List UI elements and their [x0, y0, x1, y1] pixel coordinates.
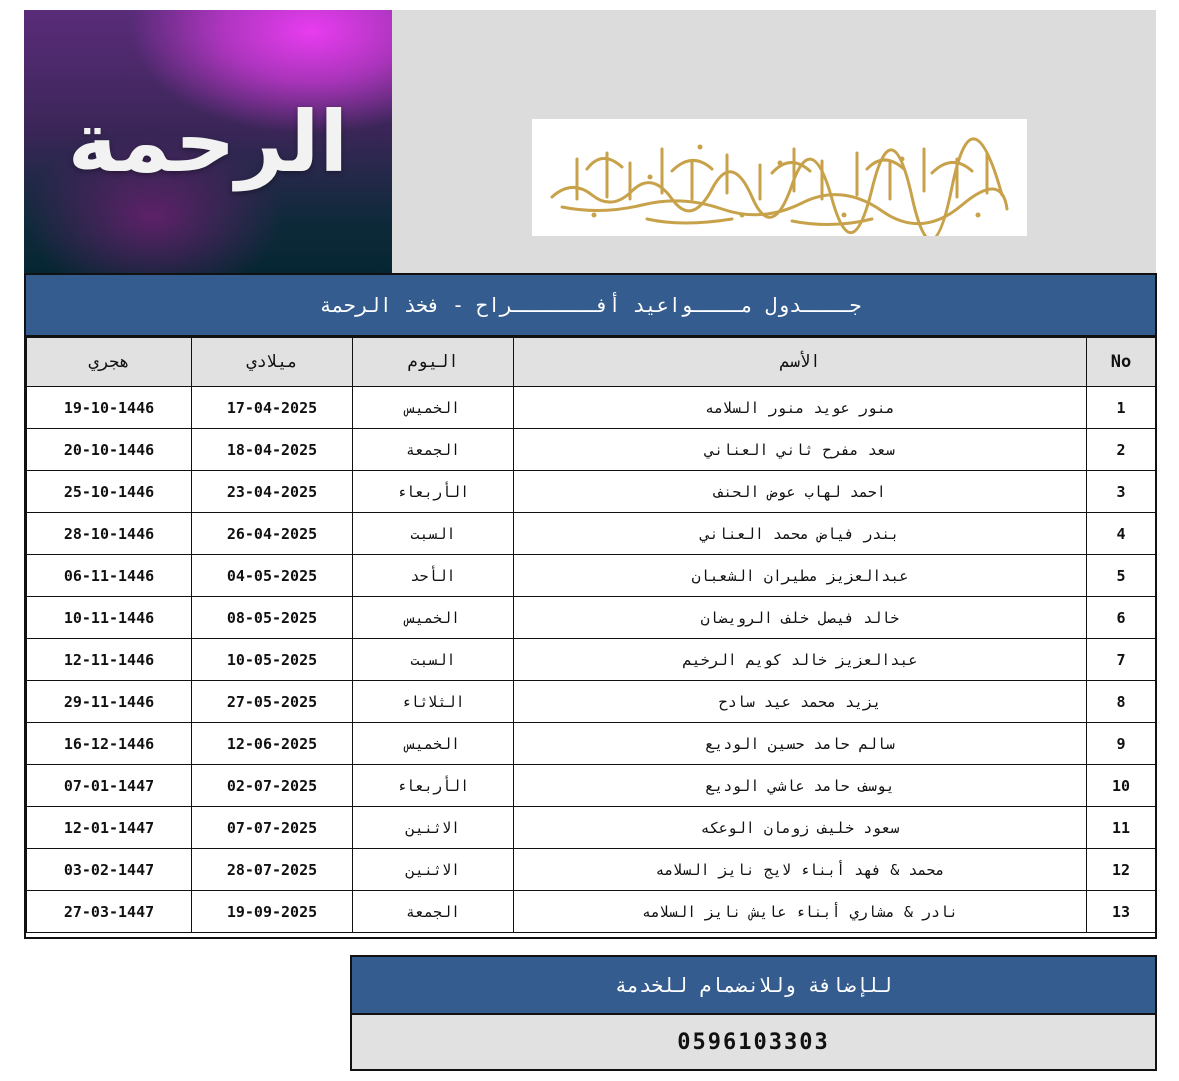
groom-name: يوسف حامد عاشي الوديع — [514, 765, 1087, 807]
row-number: 11 — [1087, 807, 1156, 849]
groom-name: نادر & مشاري أبناء عايش نايز السلامه — [514, 891, 1087, 933]
gregorian-date: 19-09-2025 — [192, 891, 353, 933]
header-day: اليوم — [353, 338, 514, 387]
gregorian-date: 26-04-2025 — [192, 513, 353, 555]
day-name: الخميس — [353, 723, 514, 765]
groom-name: احمد لهاب عوض الحنف — [514, 471, 1087, 513]
row-number: 7 — [1087, 639, 1156, 681]
row-number: 8 — [1087, 681, 1156, 723]
row-number: 4 — [1087, 513, 1156, 555]
hijri-date: 20-10-1446 — [27, 429, 192, 471]
schedule-table — [26, 337, 1156, 933]
day-name: الثلاثاء — [353, 681, 514, 723]
groom-name: سعد مفرح ثاني العناني — [514, 429, 1087, 471]
gregorian-date: 04-05-2025 — [192, 555, 353, 597]
hijri-date: 06-11-1446 — [27, 555, 192, 597]
gregorian-date: 28-07-2025 — [192, 849, 353, 891]
table-header-row — [27, 338, 1156, 387]
hijri-date: 12-01-1447 — [27, 807, 192, 849]
gregorian-date: 08-05-2025 — [192, 597, 353, 639]
gregorian-date: 23-04-2025 — [192, 471, 353, 513]
day-name: السبت — [353, 639, 514, 681]
hijri-date: 29-11-1446 — [27, 681, 192, 723]
table-row — [27, 891, 1156, 933]
day-name: الخميس — [353, 597, 514, 639]
row-number: 3 — [1087, 471, 1156, 513]
hijri-date: 28-10-1446 — [27, 513, 192, 555]
groom-name: محمد & فهد أبناء لايج نايز السلامه — [514, 849, 1087, 891]
table-row — [27, 639, 1156, 681]
table-row — [27, 681, 1156, 723]
day-name: السبت — [353, 513, 514, 555]
groom-name: بندر فياض محمد العناني — [514, 513, 1087, 555]
gregorian-date: 17-04-2025 — [192, 387, 353, 429]
hijri-date: 12-11-1446 — [27, 639, 192, 681]
row-number: 2 — [1087, 429, 1156, 471]
row-number: 5 — [1087, 555, 1156, 597]
gregorian-date: 10-05-2025 — [192, 639, 353, 681]
row-number: 13 — [1087, 891, 1156, 933]
hijri-date: 27-03-1447 — [27, 891, 192, 933]
table-row — [27, 429, 1156, 471]
hijri-date: 07-01-1447 — [27, 765, 192, 807]
table-row — [27, 723, 1156, 765]
contact-label: للإضافة وللانضمام للخدمة — [352, 957, 1155, 1015]
wedding-schedule — [24, 273, 1157, 939]
hijri-date: 16-12-1446 — [27, 723, 192, 765]
row-number: 10 — [1087, 765, 1156, 807]
hijri-date: 25-10-1446 — [27, 471, 192, 513]
calligraphy-blessing-image — [532, 119, 1027, 236]
table-row — [27, 807, 1156, 849]
contact-phone-number: 0596103303 — [352, 1015, 1155, 1069]
hijri-date: 03-02-1447 — [27, 849, 192, 891]
day-name: الأحد — [353, 555, 514, 597]
schedule-title: جــــدول مــــواعيد أفـــــــراح - فخذ الرحمة — [26, 275, 1155, 337]
table-row — [27, 597, 1156, 639]
contact-box — [350, 955, 1157, 1071]
groom-name: يزيد محمد عيد سادح — [514, 681, 1087, 723]
table-row — [27, 765, 1156, 807]
row-number: 9 — [1087, 723, 1156, 765]
day-name: الأربعاء — [353, 471, 514, 513]
table-row — [27, 387, 1156, 429]
channel-logo — [24, 10, 392, 275]
day-name: الاثنين — [353, 849, 514, 891]
logo-text: الرحمة — [67, 93, 349, 191]
header-gregorian: ميلادي — [192, 338, 353, 387]
day-name: الجمعة — [353, 891, 514, 933]
header-name: الأسم — [514, 338, 1087, 387]
day-name: الجمعة — [353, 429, 514, 471]
row-number: 12 — [1087, 849, 1156, 891]
table-row — [27, 849, 1156, 891]
groom-name: خالد فيصل خلف الرويضان — [514, 597, 1087, 639]
groom-name: منور عويد منور السلامه — [514, 387, 1087, 429]
gregorian-date: 02-07-2025 — [192, 765, 353, 807]
groom-name: سالم حامد حسين الوديع — [514, 723, 1087, 765]
gregorian-date: 12-06-2025 — [192, 723, 353, 765]
groom-name: عبدالعزيز مطيران الشعبان — [514, 555, 1087, 597]
day-name: الخميس — [353, 387, 514, 429]
day-name: الأربعاء — [353, 765, 514, 807]
gregorian-date: 07-07-2025 — [192, 807, 353, 849]
hijri-date: 19-10-1446 — [27, 387, 192, 429]
gregorian-date: 27-05-2025 — [192, 681, 353, 723]
hijri-date: 10-11-1446 — [27, 597, 192, 639]
gregorian-date: 18-04-2025 — [192, 429, 353, 471]
row-number: 6 — [1087, 597, 1156, 639]
row-number: 1 — [1087, 387, 1156, 429]
header-hijri: هجري — [27, 338, 192, 387]
calligraphy-drawing — [532, 119, 1027, 236]
groom-name: عبدالعزيز خالد كويم الرخيم — [514, 639, 1087, 681]
table-row — [27, 471, 1156, 513]
groom-name: سعود خليف زومان الوعكه — [514, 807, 1087, 849]
table-row — [27, 555, 1156, 597]
table-row — [27, 513, 1156, 555]
day-name: الاثنين — [353, 807, 514, 849]
header-no: No — [1087, 338, 1156, 387]
